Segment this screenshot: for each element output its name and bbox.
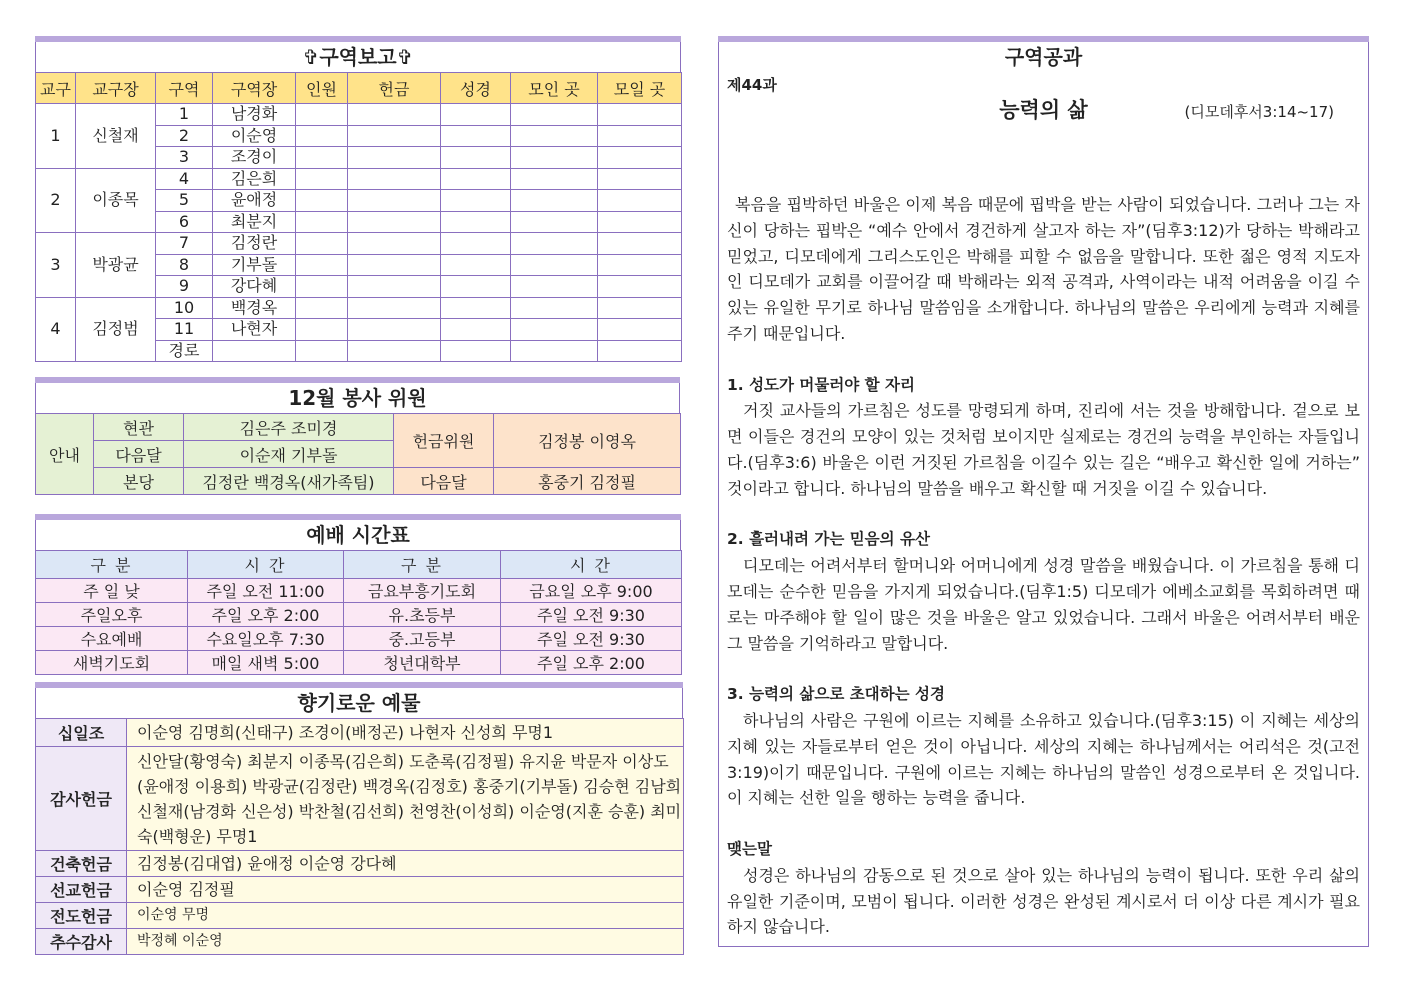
table-row: [36, 929, 684, 955]
service-name: 금요부흥기도회: [344, 579, 501, 603]
district-no-cell: 2: [156, 125, 213, 147]
col-header: 구역장: [213, 73, 296, 104]
blank-cell[interactable]: [348, 319, 441, 341]
blank-cell[interactable]: [511, 147, 598, 169]
blank-cell[interactable]: [511, 340, 598, 362]
blank-cell[interactable]: [441, 190, 511, 212]
col-header: 시 간: [501, 551, 682, 579]
lesson-paragraph: 거짓 교사들의 가르침은 성도를 망령되게 하며, 진리에 서는 것을 방해합니다. 겉으로 보면 이들은 경건의 모양이 있는 것처럼 보이지만 실제로는 경건의 능력을 부인하는 자들입니다.(딤후3:6) 바울은 이런 거짓된 가르침을 이길수 있는 길은 “배우고 확신한 일에 거하는” 것이라고 합니다. 하나님의 말씀을 배우고 확신할 때 거짓을 이길 수 있습니다.: [727, 401, 1360, 498]
offering-names: 이순영 무명: [127, 903, 684, 929]
offering-section: [35, 682, 683, 955]
offering-committee-value: 김정봉 이영옥: [494, 414, 681, 468]
blank-cell[interactable]: [511, 276, 598, 298]
blank-cell[interactable]: [296, 211, 348, 233]
blank-cell[interactable]: [511, 125, 598, 147]
blank-cell[interactable]: [348, 125, 441, 147]
lesson-paragraph: 성경은 하나님의 감동으로 된 것으로 살아 있는 하나님의 능력이 됩니다. 또한 우리 삶의 유일한 기준이며, 모범이 됩니다. 이러한 성경은 완성된 계시로서 더 이상 다른 계시가 필요하지 않습니다.: [727, 865, 1360, 937]
serve-role-value: 김정란 백경옥(새가족팀): [184, 468, 394, 495]
blank-cell[interactable]: [348, 254, 441, 276]
blank-cell[interactable]: [441, 319, 511, 341]
district-leader-cell: 김정란: [213, 233, 296, 255]
col-header: 모인 곳: [511, 73, 598, 104]
district-leader-cell: 김은희: [213, 168, 296, 190]
offering-type-label: 감사헌금: [36, 747, 127, 851]
blank-cell[interactable]: [296, 254, 348, 276]
district-leader-cell: 남경화: [213, 104, 296, 126]
blank-cell[interactable]: [441, 276, 511, 298]
col-header: 성경: [441, 73, 511, 104]
district-report-table: [35, 72, 682, 362]
offering-type-label: 십일조: [36, 719, 127, 747]
col-header: 헌금: [348, 73, 441, 104]
blank-cell[interactable]: [511, 211, 598, 233]
blank-cell[interactable]: [348, 104, 441, 126]
guide-label: 안내: [36, 414, 94, 495]
blank-cell[interactable]: [296, 168, 348, 190]
blank-cell[interactable]: [348, 168, 441, 190]
col-header: 구 분: [344, 551, 501, 579]
table-row: [36, 104, 682, 126]
offering-names: 박정혜 이순영: [127, 929, 684, 955]
service-committee-section: [35, 377, 680, 495]
parish-leader-cell: 박광균: [76, 233, 156, 298]
table-row: [36, 851, 684, 877]
table-row: [36, 719, 684, 747]
blank-cell[interactable]: [598, 168, 682, 190]
lesson-number: 제44과: [727, 76, 777, 94]
parish-leader-cell: 김정범: [76, 297, 156, 362]
service-time: 수요일오후 7:30: [188, 627, 344, 651]
district-leader-cell: 최분지: [213, 211, 296, 233]
col-header: 교구: [36, 73, 76, 104]
blank-cell[interactable]: [441, 125, 511, 147]
blank-cell[interactable]: [348, 147, 441, 169]
blank-cell[interactable]: [348, 340, 441, 362]
service-name: 수요예배: [36, 627, 188, 651]
blank-cell[interactable]: [511, 297, 598, 319]
col-header: 모일 곳: [598, 73, 682, 104]
parish-cell: 3: [36, 233, 76, 298]
offering-names: 신안달(황영숙) 최분지 이종목(김은희) 도춘록(김정필) 유지윤 박문자 이상도(윤애정 이용희) 박광균(김정란) 백경옥(김정호) 홍중기(기부돌) 김승현 김남희 신철재(남경화 신은성) 박찬철(김선희) 천영찬(이성희) 이순영(지훈 승훈) 최미숙(백형운) 무명1: [127, 747, 684, 851]
offering-names: 이순영 김명희(신태구) 조경이(배정곤) 나현자 신성희 무명1: [127, 719, 684, 747]
district-leader-cell: 나현자: [213, 319, 296, 341]
blank-cell[interactable]: [598, 147, 682, 169]
district-no-cell: 4: [156, 168, 213, 190]
blank-cell[interactable]: [296, 276, 348, 298]
blank-cell[interactable]: [598, 319, 682, 341]
district-leader-cell: 기부돌: [213, 254, 296, 276]
offering-type-label: 추수감사: [36, 929, 127, 955]
blank-cell[interactable]: [441, 211, 511, 233]
service-time: 매일 새벽 5:00: [188, 651, 344, 675]
table-row: [36, 603, 682, 627]
service-name: 주 일 낮: [36, 579, 188, 603]
table-row: [36, 168, 682, 190]
district-leader-cell: 이순영: [213, 125, 296, 147]
parish-cell: 4: [36, 297, 76, 362]
parish-cell: 2: [36, 168, 76, 233]
district-no-cell: 경로: [156, 340, 213, 362]
lesson-heading: 3. 능력의 삶으로 초대하는 성경: [727, 685, 945, 704]
offering-names: 김정봉(김대엽) 윤애정 이순영 강다혜: [127, 851, 684, 877]
lesson-reference: (디모데후서3:14~17): [1184, 103, 1334, 121]
offering-table: [35, 718, 684, 955]
table-row: [36, 414, 681, 441]
service-name: 중.고등부: [344, 627, 501, 651]
col-header: 시 간: [188, 551, 344, 579]
blank-cell[interactable]: [348, 190, 441, 212]
service-committee-table: [35, 413, 681, 495]
offering-committee-label: 헌금위원: [394, 414, 494, 468]
worship-schedule-section: [35, 514, 681, 675]
serve-role-label: 본당: [94, 468, 184, 495]
blank-cell[interactable]: [296, 340, 348, 362]
worship-header-row: [36, 551, 682, 579]
service-committee-title: 12월 봉사 위원: [35, 383, 680, 413]
blank-cell[interactable]: [511, 104, 598, 126]
report-header-row: [36, 73, 682, 104]
parish-leader-cell: 신철재: [76, 104, 156, 169]
serve-role-value: 김은주 조미경: [184, 414, 394, 441]
blank-cell[interactable]: [348, 233, 441, 255]
blank-cell[interactable]: [598, 211, 682, 233]
lesson-heading: 2. 흘러내려 가는 믿음의 유산: [727, 530, 930, 549]
district-no-cell: 11: [156, 319, 213, 341]
blank-cell[interactable]: [441, 340, 511, 362]
district-no-cell: 7: [156, 233, 213, 255]
table-row: [36, 903, 684, 929]
serve-role-label: 현관: [94, 414, 184, 441]
district-no-cell: 1: [156, 104, 213, 126]
blank-cell[interactable]: [296, 147, 348, 169]
blank-cell[interactable]: [598, 297, 682, 319]
blank-cell[interactable]: [348, 276, 441, 298]
blank-cell[interactable]: [511, 254, 598, 276]
district-leader-cell: 백경옥: [213, 297, 296, 319]
serve-role-label: 다음달: [94, 441, 184, 468]
district-leader-cell: 윤애정: [213, 190, 296, 212]
blank-cell[interactable]: [441, 147, 511, 169]
blank-cell[interactable]: [511, 190, 598, 212]
service-time: 주일 오전 11:00: [188, 579, 344, 603]
blank-cell[interactable]: [598, 104, 682, 126]
table-row: [36, 627, 682, 651]
lesson-box: [718, 72, 1369, 947]
table-row: [36, 747, 684, 851]
service-time: 금요일 오후 9:00: [501, 579, 682, 603]
blank-cell[interactable]: [598, 190, 682, 212]
table-row: [36, 468, 681, 495]
worship-schedule-table: [35, 550, 682, 675]
district-leader-cell: 조경이: [213, 147, 296, 169]
col-header: 구역: [156, 73, 213, 104]
district-report-section: [35, 36, 681, 362]
blank-cell[interactable]: [296, 297, 348, 319]
blank-cell[interactable]: [511, 233, 598, 255]
blank-cell[interactable]: [441, 297, 511, 319]
lesson-heading: 1. 성도가 머물러야 할 자리: [727, 375, 915, 394]
district-lesson-title: 구역공과: [718, 42, 1369, 72]
offering-type-label: 건축헌금: [36, 851, 127, 877]
district-no-cell: 9: [156, 276, 213, 298]
service-time: 주일 오전 9:30: [501, 603, 682, 627]
blank-cell[interactable]: [598, 340, 682, 362]
offering-type-label: 전도헌금: [36, 903, 127, 929]
blank-cell[interactable]: [441, 233, 511, 255]
offering-title: 향기로운 예물: [35, 688, 683, 718]
blank-cell[interactable]: [511, 168, 598, 190]
next-month-label: 다음달: [394, 468, 494, 495]
next-month-value: 홍중기 김정필: [494, 468, 681, 495]
blank-cell[interactable]: [296, 319, 348, 341]
worship-schedule-title: 예배 시간표: [35, 520, 681, 550]
table-row: [36, 233, 682, 255]
col-header: 교구장: [76, 73, 156, 104]
parish-cell: 1: [36, 104, 76, 169]
blank-cell[interactable]: [598, 254, 682, 276]
service-name: 유.초등부: [344, 603, 501, 627]
service-time: 주일 오전 9:30: [501, 627, 682, 651]
blank-cell[interactable]: [441, 104, 511, 126]
blank-cell[interactable]: [598, 233, 682, 255]
district-no-cell: 8: [156, 254, 213, 276]
blank-cell[interactable]: [348, 297, 441, 319]
serve-role-value: 이순재 기부돌: [184, 441, 394, 468]
blank-cell[interactable]: [296, 104, 348, 126]
blank-cell[interactable]: [441, 168, 511, 190]
blank-cell[interactable]: [296, 190, 348, 212]
table-row: [36, 579, 682, 603]
table-row: [36, 651, 682, 675]
table-row: [36, 297, 682, 319]
district-report-title: ✞구역보고✞: [35, 42, 681, 72]
district-lesson-section: [718, 36, 1369, 948]
blank-cell[interactable]: [296, 125, 348, 147]
parish-leader-cell: 이종목: [76, 168, 156, 233]
lesson-intro: 복음을 핍박하던 바울은 이제 복음 때문에 핍박을 받는 사람이 되었습니다. 그러나 그는 자신이 당하는 핍박은 “예수 안에서 경건하게 살고자 하는 자”(딤후3:12)가 당하는 박해라고 믿었고, 디모데에게 그리스도인은 박해를 피할 수 없음을 말합니다. 또한 젊은 영적 지도자인 디모데가 교회를 이끌어갈 때 박해라는 외적 공격과, 사역이라는 내적 어려움을 이길 수 있는 유일한 무기로 하나님 말씀임을 소개합니다. 하나님의 말씀은 우리에게 능력과 지혜를 주기 때문입니다.: [727, 195, 1360, 343]
col-header: 인원: [296, 73, 348, 104]
lesson-subtitle: 능력의 삶: [999, 98, 1088, 122]
blank-cell[interactable]: [296, 233, 348, 255]
service-time: 주일 오후 2:00: [188, 603, 344, 627]
district-no-cell: 5: [156, 190, 213, 212]
blank-cell[interactable]: [598, 276, 682, 298]
blank-cell[interactable]: [511, 319, 598, 341]
service-time: 주일 오후 2:00: [501, 651, 682, 675]
lesson-paragraph: 하나님의 사람은 구원에 이르는 지혜를 소유하고 있습니다.(딤후3:15) 이 지혜는 세상의 지혜 있는 자들로부터 얻은 것이 아닙니다. 세상의 지혜는 하나님께서는 어리석은 것(고전3:19)이기 때문입니다. 구원에 이르는 지혜는 하나님의 말씀인 성경으로부터 온 것입니다. 이 지혜는 선한 일을 행하는 능력을 줍니다.: [727, 710, 1360, 808]
offering-names: 이순영 김정필: [127, 877, 684, 903]
district-no-cell: 3: [156, 147, 213, 169]
lesson-heading: 맺는말: [727, 839, 772, 858]
district-leader-cell: [213, 340, 296, 362]
lesson-body: [727, 192, 1360, 940]
offering-type-label: 선교헌금: [36, 877, 127, 903]
blank-cell[interactable]: [348, 211, 441, 233]
district-no-cell: 6: [156, 211, 213, 233]
district-no-cell: 10: [156, 297, 213, 319]
lesson-paragraph: 디모데는 어려서부터 할머니와 어머니에게 성경 말씀을 배웠습니다. 이 가르침을 통해 디모데는 순수한 믿음을 가지게 되었습니다.(딤후1:5) 디모데가 에베소교회를 목회하려면 때로는 마주해야 할 일이 많은 것을 바울은 알고 있었습니다. 그래서 바울은 어려서부터 배운 그 말씀을 기억하라고 말합니다.: [727, 556, 1360, 653]
service-name: 새벽기도회: [36, 651, 188, 675]
service-name: 주일오후: [36, 603, 188, 627]
blank-cell[interactable]: [598, 125, 682, 147]
col-header: 구 분: [36, 551, 188, 579]
table-row: [36, 877, 684, 903]
district-leader-cell: 강다혜: [213, 276, 296, 298]
service-name: 청년대학부: [344, 651, 501, 675]
blank-cell[interactable]: [441, 254, 511, 276]
